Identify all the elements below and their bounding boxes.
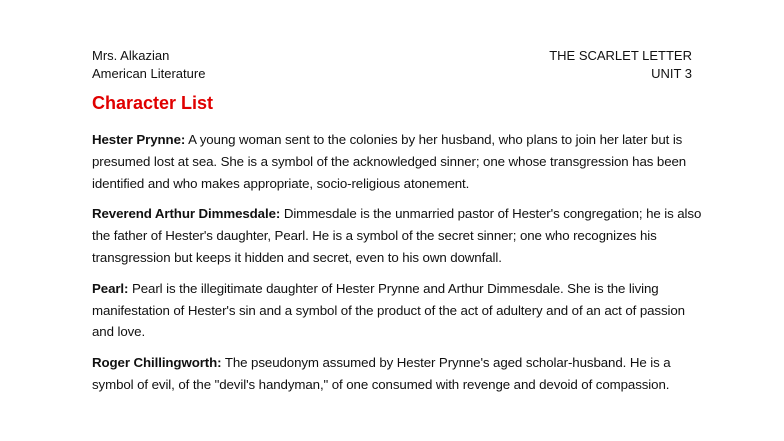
character-entry [92, 203, 702, 268]
character-description: Dimmesdale is the unmarried pastor of Hester's congregation; he is also the father of Hester's daughter, Pearl. He is a symbol of the secret sinner; one who recognizes his transgression but keeps it hidden and secret, even to his own downfall. [92, 206, 702, 265]
unit-label: UNIT 3 [651, 66, 692, 81]
character-name: Hester Prynne: [92, 132, 186, 147]
character-list [92, 129, 702, 405]
character-name: Reverend Arthur Dimmesdale: [92, 206, 281, 222]
page-title: Character List [92, 93, 214, 113]
character-description: Pearl is the illegitimate daughter of Hester Prynne and Arthur Dimmesdale. She is the living manifestation of Hester's sin and a symbol of the product of the act of adultery and of an act of passion and love. [92, 280, 685, 340]
character-entry [92, 278, 702, 343]
character-name: Pearl: [92, 280, 129, 296]
teacher-name: Mrs. Alkazian [92, 48, 170, 63]
character-entry [92, 352, 702, 396]
course-name: American Literature [92, 66, 206, 81]
header-left [92, 47, 205, 83]
character-name: Roger Chillingworth: [92, 355, 222, 371]
character-description: The pseudonym assumed by Hester Prynne's aged scholar-husband. He is a symbol of evil, of the "devil's handyman," of one consumed with revenge and devoid of compassion. [92, 355, 671, 392]
character-description: A young woman sent to the colonies by her husband, who plans to join her later but is presumed lost at sea. She is a symbol of the acknowledged sinner; one whose transgression has been identified and who makes appropriate, socio-religious atonement. [92, 132, 687, 191]
header-right [549, 47, 692, 83]
character-entry [92, 129, 702, 194]
book-title: THE SCARLET LETTER [549, 48, 692, 63]
